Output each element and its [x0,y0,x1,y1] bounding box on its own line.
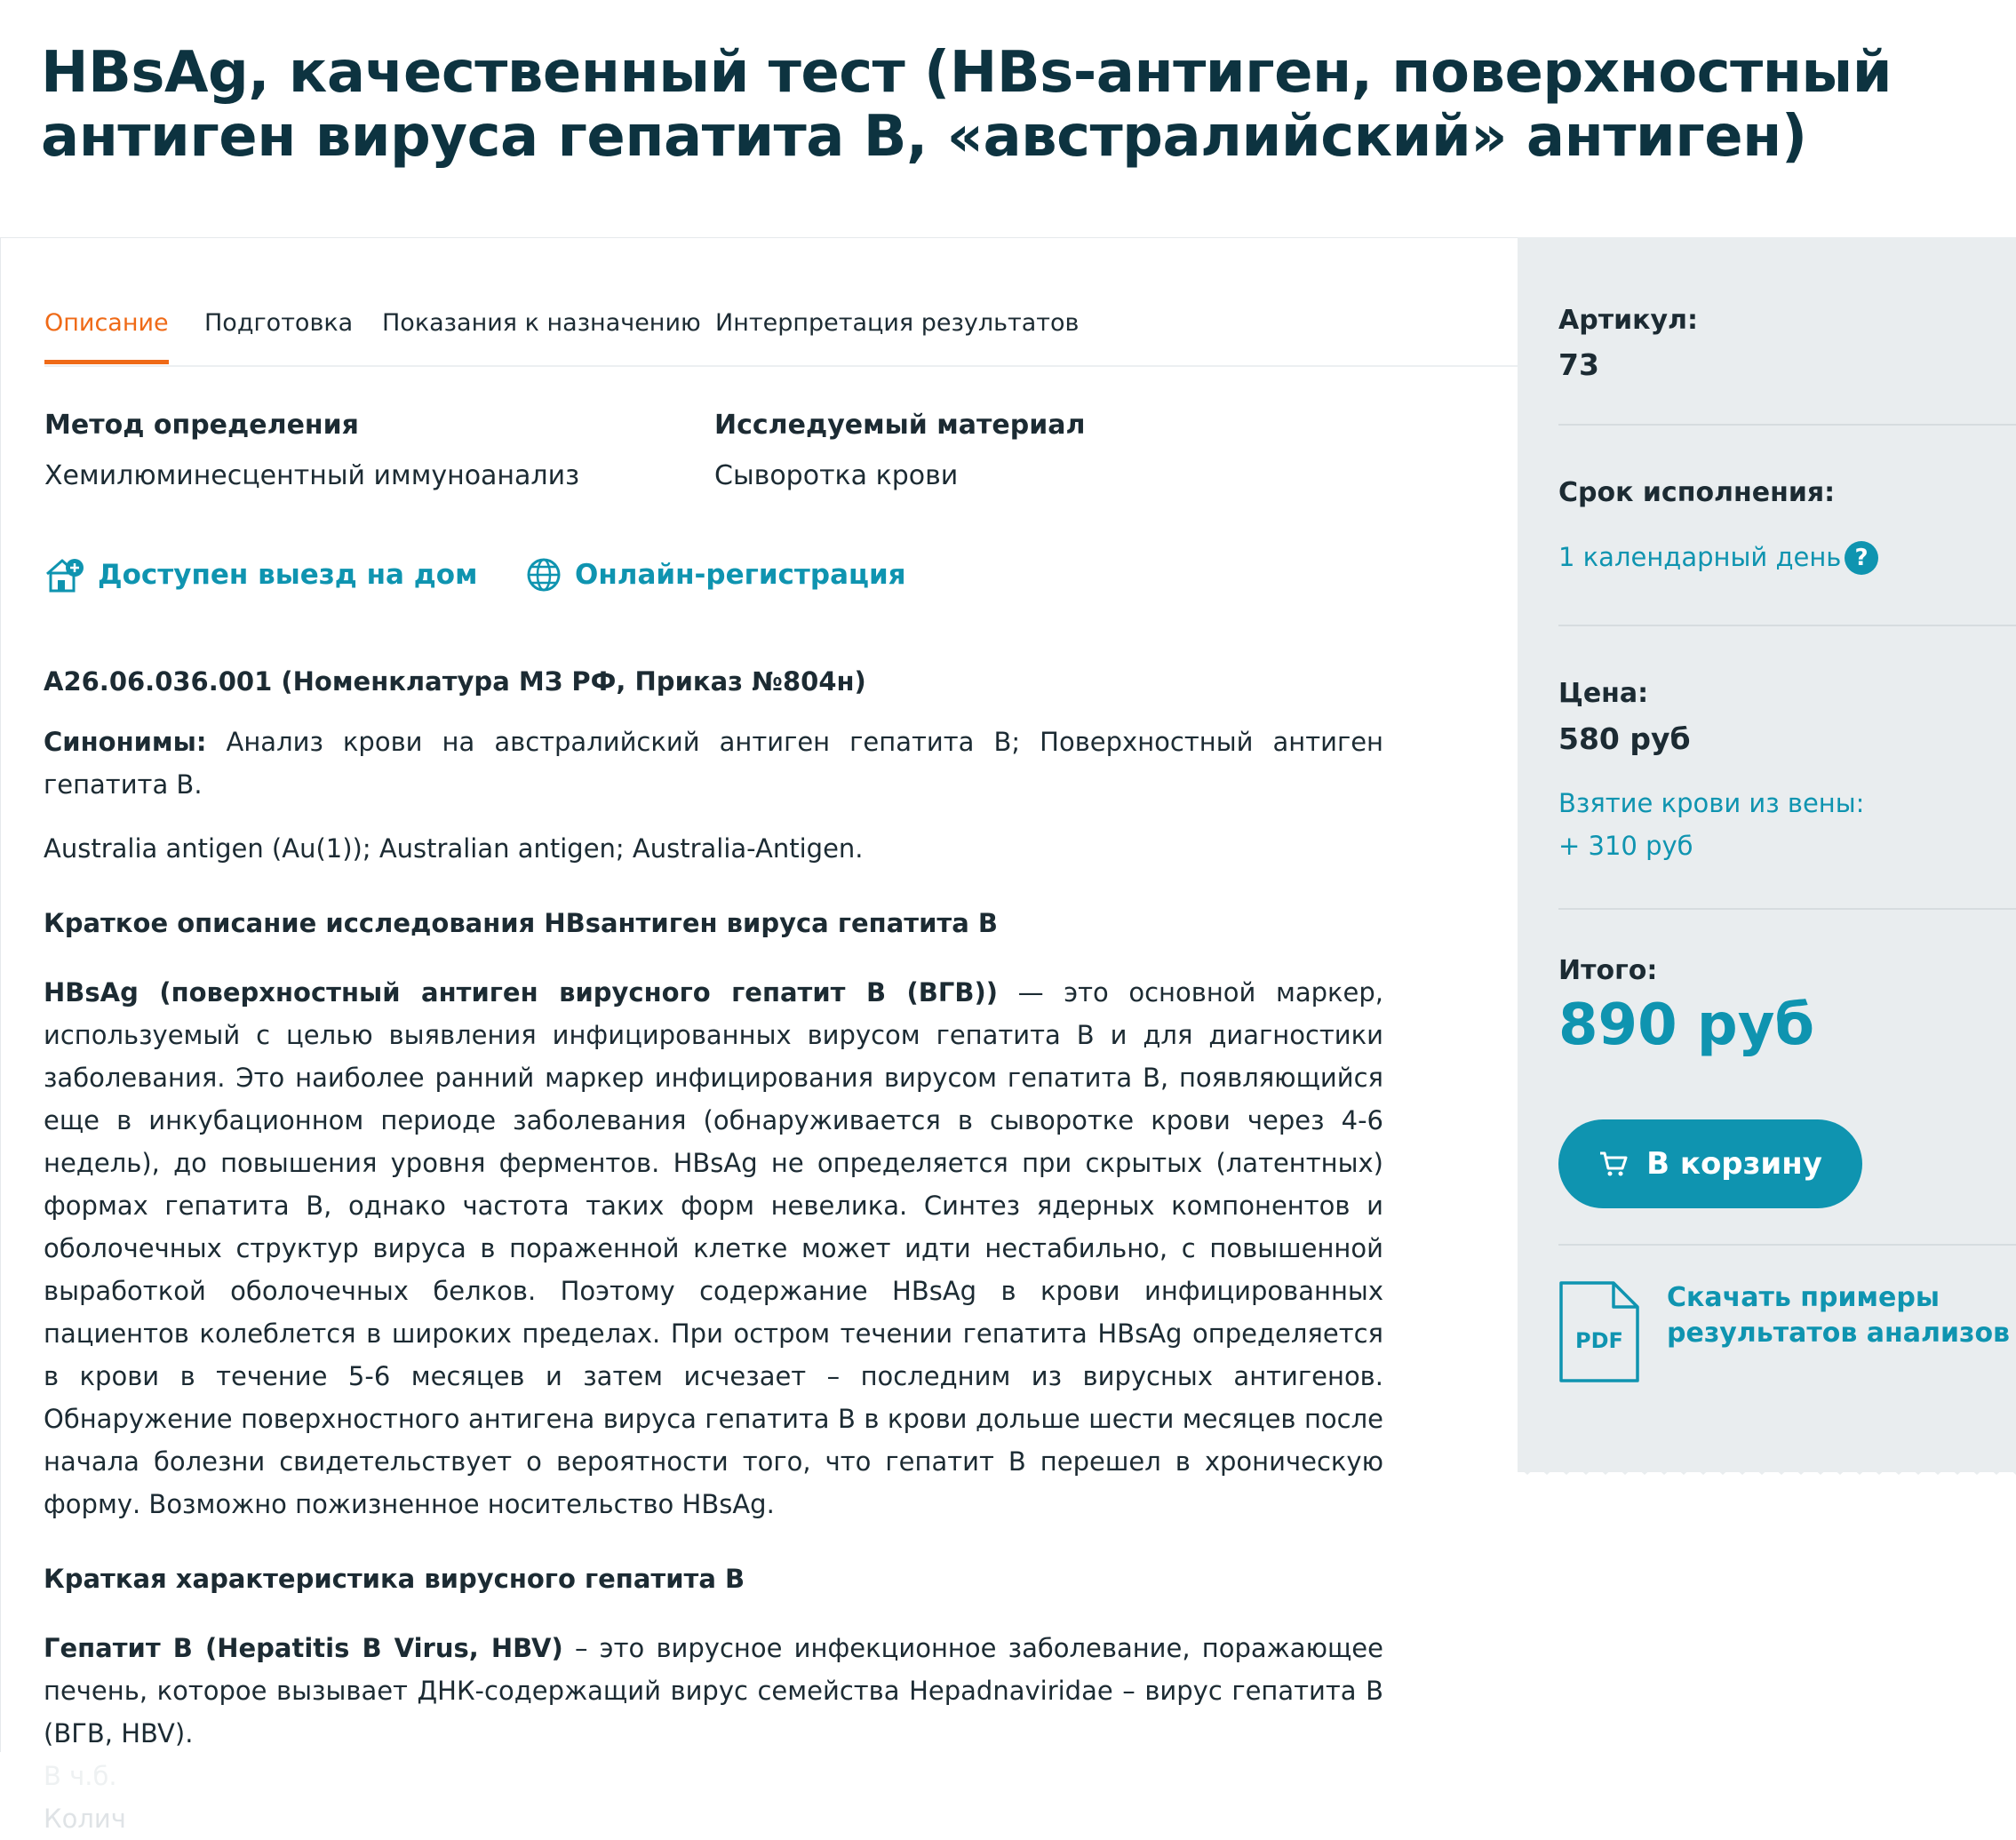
download-examples-link[interactable] [1558,1280,2010,1383]
sidebar-zigzag-edge [1518,1466,2016,1478]
description-content [44,660,1383,1840]
price-value: 580 руб [1558,721,1691,756]
hepatitis-text: – это вирусное инфекционное заболевание, поражающее печень, которое вызывает ДНК-содержащий вирус семейства Hepadnaviridae – вирус гепатита В (ВГВ, HBV). [44,1633,1383,1748]
tab-preparation[interactable]: Подготовка [204,309,354,337]
extra-service-price: + 310 руб [1558,831,1693,861]
download-examples-text [1667,1280,2010,1383]
divider [1558,625,2016,626]
pdf-badge-text: PDF [1575,1328,1623,1353]
add-to-cart-label: В корзину [1646,1146,1822,1182]
online-registration-label: Онлайн-регистрация [575,559,906,591]
synonyms-label: Синонимы: [44,727,207,757]
hbsag-term: HBsAg (поверхностный антиген вирусного гепатит В (ВГВ)) [44,977,998,1008]
synonyms-text: Анализ крови на австралийский антиген гепатита В; Поверхностный антиген гепатита В. [44,727,1383,800]
term-label: Срок исполнения: [1558,477,1836,508]
description-text: — это основной маркер, используемый с целью выявления инфицированных вирусом гепатита В и для диагностики заболевания. Это наиболее ранний маркер инфицирования вирусом гепатита В, появляющийся еще в инкубационном периоде заболевания (обнаруживается в сыворотке крови через 4-6 недель), до повышения уровня ферментов. HBsAg не определяется при скрытых (латентных) формах гепатита В, однако частота таких форм невелика. Синтез ядерных компонентов и оболочечных структур вируса в пораженной клетке может идти нестабильно, с повышенной выработкой оболочечных белков. Поэтому содержание HBsAg в крови инфицированных пациентов колеблется в широких пределах. При остром течении гепатита HBsAg определяется в крови в течение 5-6 месяцев и затем исчезает – последним из вирусных антигенов. Обнаружение поверхностного антигена вируса гепатита В в крови дольше шести месяцев после начала болезни свидетельствует о вероятности того, что гепатит В перешел в хроническую форму. Возможно пожизненное носительство HBsAg. [44,977,1384,1519]
price-label: Цена: [1558,678,1649,709]
globe-icon [525,556,562,593]
cart-icon [1598,1151,1629,1177]
synonyms-en: Australia antigen (Au(1)); Australian antigen; Australia-Antigen. [44,833,864,864]
divider [1558,908,2016,910]
term-value: 1 календарный день [1558,542,1842,572]
help-icon[interactable]: ? [1845,541,1878,575]
article-label: Артикул: [1558,305,1698,336]
tab-interpretation[interactable]: Интерпретация результатов [715,309,1080,337]
section-heading-hepatitis: Краткая характеристика вирусного гепатита В [44,1564,745,1594]
add-to-cart-button[interactable] [1558,1119,1862,1208]
download-line-2: результатов анализов [1667,1318,2011,1349]
faded-text-line: В ч.б. [44,1761,117,1791]
home-visit-icon [44,556,85,593]
tab-description[interactable]: Описание [44,309,169,364]
page-title: HBsAg, качественный тест (HBs-антиген, поверхностный антиген вируса гепатита В, «австралийский» антиген) [41,40,1892,170]
online-registration-feature[interactable] [525,556,906,593]
tab-indications[interactable]: Показания к назначению [382,309,701,337]
description-paragraph [44,971,1383,1525]
extra-service-label: Взятие крови из вены: [1558,788,1865,818]
nomenclature-code: А26.06.036.001 (Номенклатура МЗ РФ, Приказ №804н) [44,666,866,697]
synonyms [44,721,1383,806]
tab-bar [44,238,1518,367]
order-sidebar [1518,237,2016,1472]
material-label: Исследуемый материал [714,410,1086,441]
divider [1558,424,2016,426]
home-visit-label: Доступен выезд на дом [98,559,478,591]
article-value: 73 [1558,347,1599,382]
section-heading-description: Краткое описание исследования HBsантиген вируса гепатита В [44,908,998,938]
divider [1558,1244,2016,1246]
home-visit-feature[interactable] [44,556,477,593]
download-line-1: Скачать примеры [1667,1282,1940,1313]
total-price: 890 руб [1558,992,1815,1058]
method-value: Хемилюминесцентный иммуноанализ [44,460,580,491]
method-label: Метод определения [44,410,359,441]
hepatitis-term: Гепатит В (Hepatitis B Virus, HBV) [44,1633,563,1663]
material-value: Сыворотка крови [714,460,959,491]
hepatitis-paragraph [44,1627,1383,1755]
faded-text-line: Колич [44,1804,126,1834]
total-label: Итого: [1558,955,1658,986]
pdf-file-icon [1558,1280,1640,1383]
